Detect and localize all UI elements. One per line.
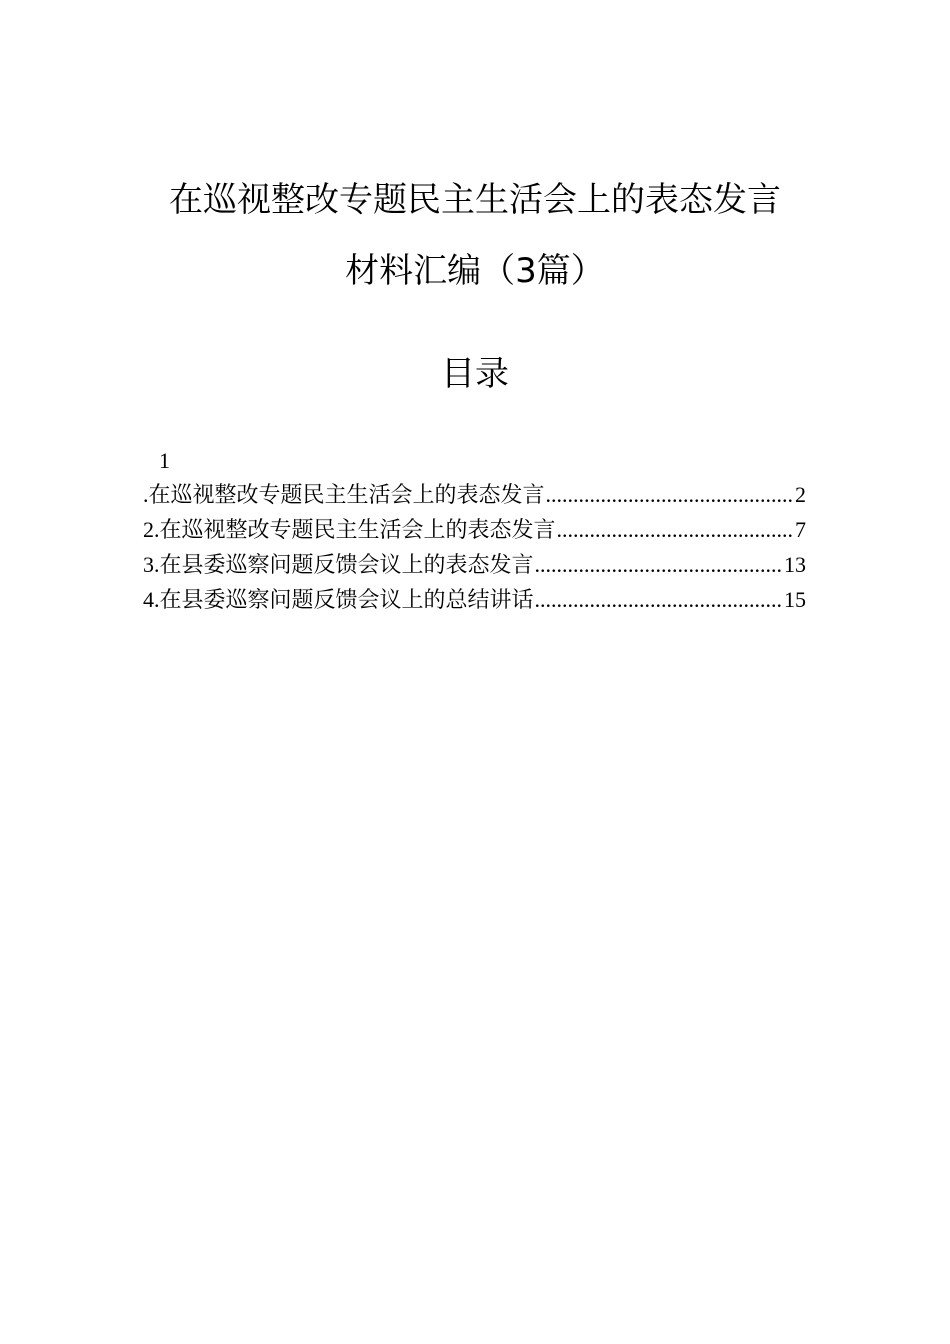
- toc-dot-leader: [535, 582, 783, 617]
- toc-item-prefix: .: [143, 482, 149, 507]
- toc-item-label: [143, 582, 534, 618]
- toc-heading: 目录: [441, 354, 509, 394]
- toc-dot-leader: [546, 477, 794, 512]
- toc-dot-leader: [557, 512, 794, 547]
- toc-item-label: [143, 512, 556, 548]
- toc-dot-leader: [535, 547, 783, 582]
- toc-item-page-number: 2: [795, 482, 806, 507]
- toc-item-prefix: 2.: [143, 517, 160, 542]
- toc-item-title: 在巡视整改专题民主生活会上的表态发言: [148, 483, 545, 508]
- toc-item-3[interactable]: [143, 547, 806, 582]
- toc-item-title: 在巡视整改专题民主生活会上的表态发言: [159, 518, 556, 543]
- toc-first-item-number: 1: [159, 448, 170, 473]
- toc-item-page-number: 15: [784, 587, 806, 612]
- toc-item-2[interactable]: [143, 512, 806, 547]
- document-title-line-1: 在巡视整改专题民主生活会上的表态发言: [169, 180, 781, 220]
- toc-item-title: 在县委巡察问题反馈会议上的总结讲话: [159, 588, 534, 613]
- toc-item-page-number: 7: [795, 517, 806, 542]
- toc-item-1[interactable]: [143, 477, 806, 512]
- toc-item-label: [143, 477, 545, 513]
- table-of-contents: [143, 445, 806, 617]
- toc-item-4[interactable]: [143, 582, 806, 617]
- toc-item-page-number: 13: [784, 552, 806, 577]
- toc-item-label: [143, 547, 534, 583]
- toc-item-prefix: 3.: [143, 552, 160, 577]
- toc-item-prefix: 4.: [143, 587, 160, 612]
- document-title-line-2: 材料汇编（3篇）: [345, 251, 605, 291]
- toc-item-title: 在县委巡察问题反馈会议上的表态发言: [159, 553, 534, 578]
